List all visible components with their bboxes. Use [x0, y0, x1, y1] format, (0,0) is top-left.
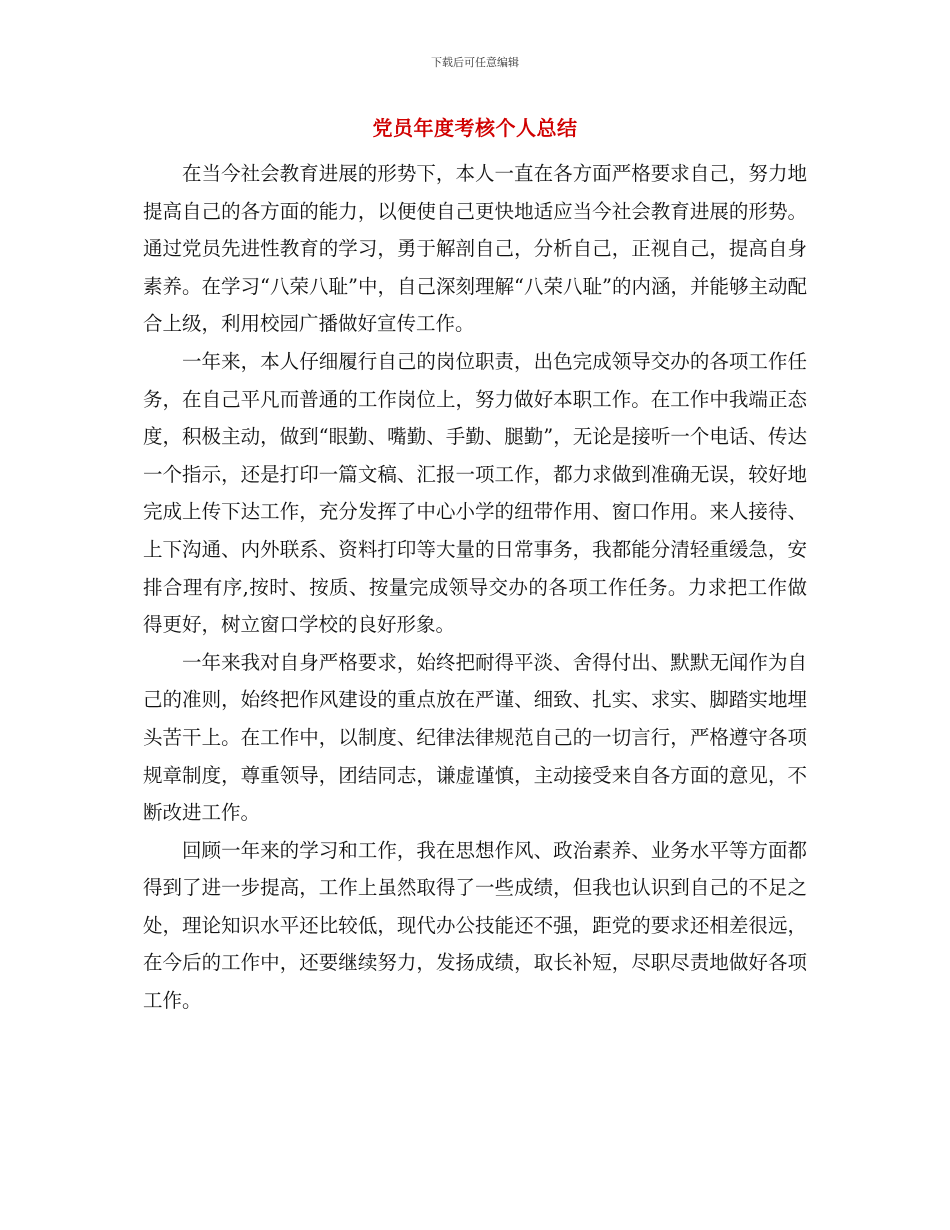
paragraph-2: 一年来，本人仔细履行自己的岗位职责，出色完成领导交办的各项工作任务，在自己平凡而普通的工作岗位上，努力做好本职工作。在工作中我端正态度，积极主动，做到“眼勤、嘴勤、手勤、腿勤”，无论是接听一个电话、传达一个指示，还是打印一篇文稿、汇报一项工作，都力求做到准确无误，较好地完成上传下达工作，充分发挥了中心小学的纽带作用、窗口作用。来人接待、上下沟通、内外联系、资料打印等大量的日常事务，我都能分清轻重缓急，安排合理有序,按时、按质、按量完成领导交办的各项工作任务。力求把工作做得更好，树立窗口学校的良好形象。 — [143, 349, 807, 637]
paragraph-3: 一年来我对自身严格要求，始终把耐得平淡、舍得付出、默默无闻作为自己的准则，始终把作风建设的重点放在严谨、细致、扎实、求实、脚踏实地埋头苦干上。在工作中，以制度、纪律法律规范自己的一切言行，严格遵守各项规章制度，尊重领导，团结同志，谦虚谨慎，主动接受来自各方面的意见，不断改进工作。 — [143, 650, 807, 825]
paragraph-4: 回顾一年来的学习和工作，我在思想作风、政治素养、业务水平等方面都得到了进一步提高，工作上虽然取得了一些成绩，但我也认识到自己的不足之处，理论知识水平还比较低，现代办公技能还不强，距党的要求还相差很远，在今后的工作中，还要继续努力，发扬成绩，取长补短，尽职尽责地做好各项工作。 — [143, 838, 807, 1013]
document-body — [143, 155, 807, 1020]
paragraph-1: 在当今社会教育进展的形势下，本人一直在各方面严格要求自己，努力地提高自己的各方面的能力，以便使自己更快地适应当今社会教育进展的形势。通过党员先进性教育的学习，勇于解剖自己，分析自己，正视自己，提高自身素养。在学习“八荣八耻”中，自己深刻理解“八荣八耻”的内涵，并能够主动配合上级，利用校园广播做好宣传工作。 — [143, 162, 807, 336]
document-title: 党员年度考核个人总结 — [372, 116, 578, 140]
header-note: 下载后可任意编辑 — [431, 56, 519, 69]
